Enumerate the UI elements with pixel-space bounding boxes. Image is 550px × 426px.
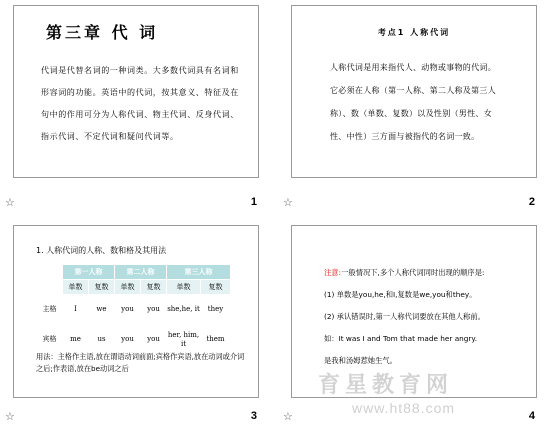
table-group-header: 第二人称 (115, 265, 167, 280)
notice-text: 一般情况下,多个人称代词同时出现的顺序是: (341, 268, 485, 277)
slide-footer-3 (5, 410, 259, 424)
watermark (300, 368, 550, 426)
notice-line (324, 262, 524, 284)
page-number: 4 (528, 410, 535, 422)
usage-note: 用法：主格作主语,放在谓语动词前面;宾格作宾语,放在动词或介词之后;作表语,放在be动词之后 (36, 352, 245, 373)
table-cell: we (89, 295, 115, 325)
page-number: 3 (250, 410, 257, 422)
table-cell: me (63, 325, 89, 355)
table-cell: you (141, 295, 167, 325)
table-sub-header: 复数 (141, 280, 167, 295)
notice-label: 注意: (324, 268, 342, 277)
table-sub-header: 复数 (89, 280, 115, 295)
table-sub-header: 单数 (167, 280, 201, 295)
star-icon[interactable]: ☆ (5, 410, 15, 423)
slide-body: 人称代词是用来指代人、动物或事物的代词。它必须在人称（第一人称、第二人称及第三人称）、数（单数、复数）以及性别（男性、女性、中性）三方面与被指代的名词一致。 (330, 63, 496, 141)
table-cell: you (115, 295, 141, 325)
table-cell: I (63, 295, 89, 325)
slide-thumbnail-2[interactable] (291, 5, 537, 178)
slide-title: 第三章 代 词 (46, 23, 159, 42)
slide-heading: 1. 人称代词的人称、数和格及其用法 (36, 246, 167, 255)
table-sub-header: 单数 (63, 280, 89, 295)
slide-footer-1 (5, 196, 259, 210)
star-icon[interactable]: ☆ (283, 196, 293, 209)
table-sub-header: 复数 (201, 280, 231, 295)
watermark-url: www.ht88.com (352, 400, 456, 416)
table-row (37, 295, 231, 325)
text-line: (1) 单数是you,he,和I,复数是we,you和they。 (324, 290, 477, 299)
slide-footer-2 (283, 196, 537, 210)
table-row-label: 主格 (37, 295, 63, 325)
table-cell: you (115, 325, 141, 355)
table-group-header: 第三人称 (167, 265, 231, 280)
table-cell: us (89, 325, 115, 355)
table-cell: they (201, 295, 231, 325)
slide-body: 代词是代替名词的一种词类。大多数代词具有名词和形容词的功能。英语中的代词，按其意义、特征及在句中的作用可分为人称代词、物主代词、反身代词、指示代词、不定代词和疑问代词等。 (41, 66, 239, 141)
table-cell: them (201, 325, 231, 355)
pronoun-table (36, 264, 231, 355)
text-line: 如：It was I and Tom that made her angry. (324, 334, 478, 343)
table-cell: you (141, 325, 167, 355)
table-row-label: 宾格 (37, 325, 63, 355)
table-cell: she,he, it (167, 295, 201, 325)
slide-title: 考点1 人称代词 (377, 28, 451, 37)
slide-body (324, 262, 524, 372)
table-row (37, 325, 231, 355)
table-cell: her, him, it (167, 325, 201, 355)
slide-thumbnail-3[interactable] (13, 225, 259, 398)
table-group-header: 第一人称 (63, 265, 115, 280)
slide-thumbnail-1[interactable] (13, 5, 259, 178)
text-line: (2) 承认错误时,第一人称代词要放在其他人称前。 (324, 312, 485, 321)
star-icon[interactable]: ☆ (5, 196, 15, 209)
table-corner (37, 280, 63, 295)
text-line: 是我和汤姆惹她生气。 (324, 356, 397, 365)
table-sub-header: 单数 (115, 280, 141, 295)
page-number: 2 (528, 196, 535, 208)
watermark-text: 育星教育网 (318, 373, 454, 398)
page-number: 1 (250, 196, 257, 208)
star-icon[interactable]: ☆ (283, 410, 293, 423)
table-corner (37, 265, 63, 280)
